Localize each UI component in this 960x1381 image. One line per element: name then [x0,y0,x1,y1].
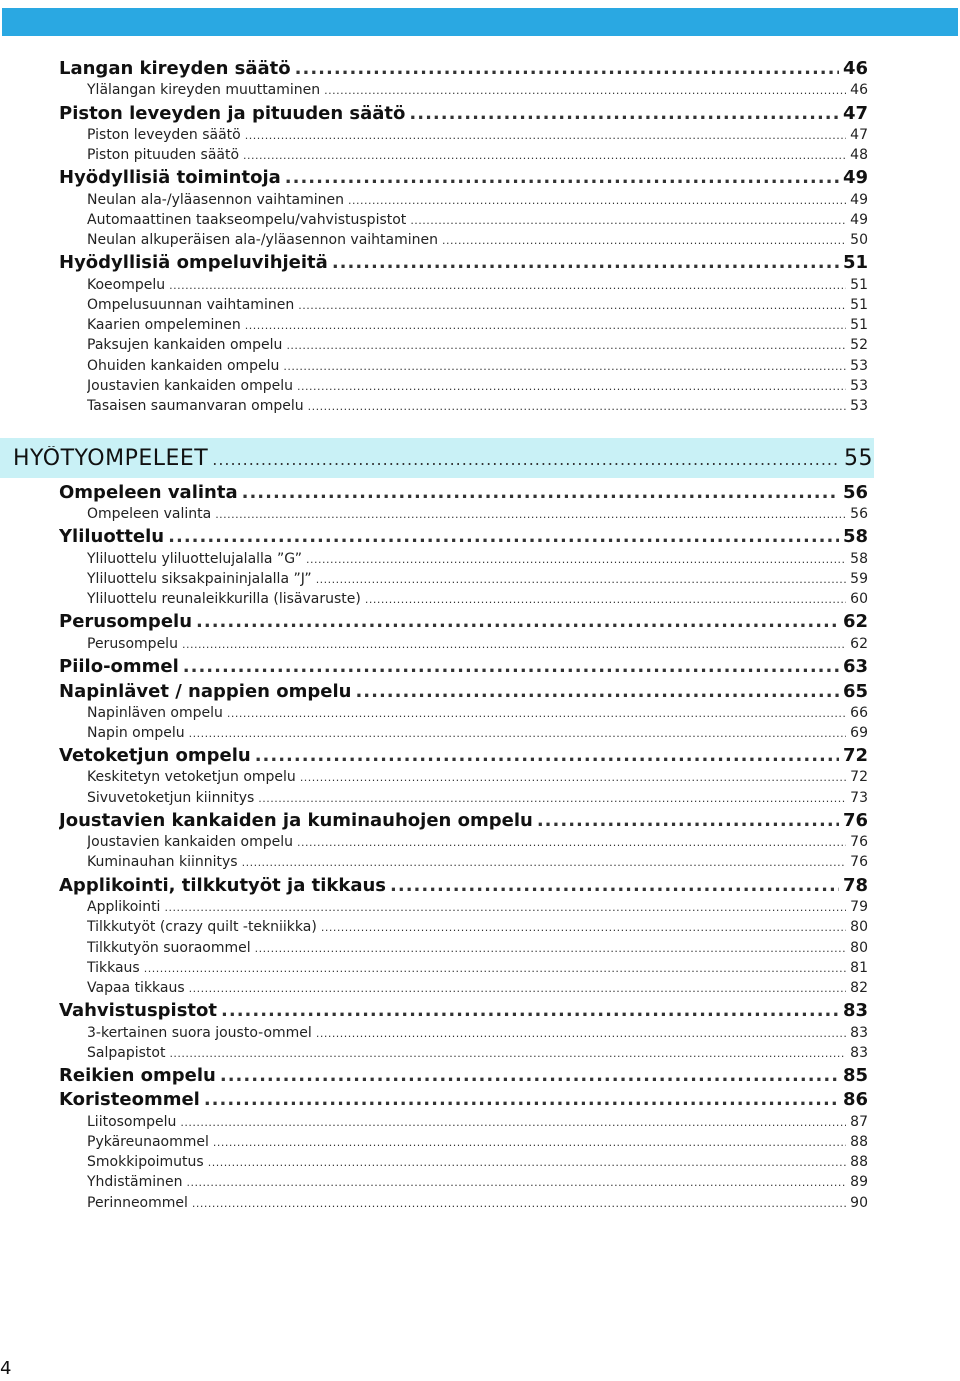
toc-entry-title: Automaattinen taakseompelu/vahvistuspistot [87,212,407,228]
toc-entry-title: Koeompelu [87,277,166,293]
toc-subsection-entry[interactable] [87,591,868,610]
toc-entry-page: 48 [850,147,868,163]
dot-leader [242,856,847,869]
dot-leader [297,836,846,849]
toc-entry-title: Vapaa tikkaus [87,980,185,996]
dot-leader [324,84,846,97]
toc-section-entry[interactable] [59,482,868,504]
toc-section-entry[interactable] [59,681,868,703]
toc-entry-title: Reikien ompelu [59,1065,216,1086]
toc-subsection-entry[interactable] [87,277,868,296]
toc-entry-page: 62 [850,636,868,652]
toc-subsection-entry[interactable] [87,1025,868,1044]
toc-entry-page: 85 [842,1065,868,1086]
toc-subsection-entry[interactable] [87,127,868,146]
toc-entry-title: Smokkipoimutus [87,1154,204,1170]
toc-entry-title: Tilkkutyöt (crazy quilt -tekniikka) [87,919,317,935]
toc-entry-title: Neulan ala-/yläasennon vaihtaminen [87,192,345,208]
toc-subsection-entry[interactable] [87,960,868,979]
toc-subsection-entry[interactable] [87,1174,868,1193]
toc-entry-page: 51 [842,252,868,273]
toc-entry-page: 56 [850,506,868,522]
toc-entry-page: 89 [850,1174,868,1190]
dot-leader [297,380,846,393]
dot-leader [186,1176,846,1189]
toc-entry-page: 81 [850,960,868,976]
toc-entry-title: Keskitetyn vetoketjun ompelu [87,769,296,785]
toc-entry-page: 66 [850,705,868,721]
toc-entry-title: Koristeommel [59,1089,200,1110]
dot-leader [365,593,846,606]
dot-leader [409,103,839,124]
dot-leader [183,656,839,677]
toc-subsection-entry[interactable] [87,212,868,231]
toc-entry-page: 51 [850,317,868,333]
toc-subsection-entry[interactable] [87,980,868,999]
toc-subsection-entry[interactable] [87,1045,868,1064]
toc-section-entry[interactable] [59,745,868,767]
dot-leader [212,450,840,469]
toc-entry-page: 80 [850,919,868,935]
dot-leader [355,681,838,702]
toc-subsection-entry[interactable] [87,551,868,570]
toc-subsection-entry[interactable] [87,571,868,590]
dot-leader [243,149,846,162]
dot-leader [321,921,846,934]
dot-leader [242,482,839,503]
toc-entry-page: 65 [842,681,868,702]
dot-leader [169,279,846,292]
toc-entry-page: 51 [850,277,868,293]
toc-entry-title: Ohuiden kankaiden ompelu [87,358,280,374]
dot-leader [189,982,847,995]
toc-entry-title: Joustavien kankaiden ompelu [87,378,293,394]
dot-leader [295,58,839,79]
toc-entry-title: Tasaisen saumanvaran ompelu [87,398,304,414]
toc-entry-page: 50 [850,232,868,248]
toc-entry-title: Piston leveyden säätö [87,127,241,143]
toc-entry-page: 86 [842,1089,868,1110]
toc-subsection-entry[interactable] [87,358,868,377]
toc-section-entry[interactable] [59,810,868,832]
toc-entry-title: Ylälangan kireyden muuttaminen [87,82,321,98]
toc-entry-title: Langan kireyden säätö [59,58,291,79]
dot-leader [213,1136,846,1149]
toc-entry-title: Piston leveyden ja pituuden säätö [59,103,406,124]
toc-subsection-entry[interactable] [87,192,868,211]
dot-leader [332,252,839,273]
toc-entry-title: Applikointi, tilkkutyöt ja tikkaus [59,875,387,896]
toc-entry-page: 87 [850,1114,868,1130]
dot-leader [169,1047,846,1060]
dot-leader [180,1116,846,1129]
toc-section-entry[interactable] [59,1000,868,1022]
page-number: 4 [0,1358,12,1379]
dot-leader [390,875,839,896]
toc-entry-page: 83 [842,1000,868,1021]
dot-leader [220,1065,839,1086]
toc-entry-page: 79 [850,899,868,915]
toc-subsection-entry[interactable] [87,317,868,336]
dot-leader [308,400,847,413]
toc-entry-title: Piston pituuden säätö [87,147,240,163]
toc-section-entry[interactable] [59,875,868,897]
toc-entry-page: 58 [850,551,868,567]
toc-subsection-entry[interactable] [87,232,868,251]
toc-subsection-entry[interactable] [87,705,868,724]
toc-entry-title: Ompeleen valinta [87,506,212,522]
toc-entry-title: Paksujen kankaiden ompelu [87,337,283,353]
toc-entry-page: 83 [850,1045,868,1061]
toc-entry-title: Yhdistäminen [87,1174,183,1190]
toc-entry-page: 58 [842,526,868,547]
dot-leader [316,573,846,586]
toc-subsection-entry[interactable] [87,1134,868,1153]
toc-subsection-entry[interactable] [87,834,868,853]
toc-entry-page: 88 [850,1154,868,1170]
dot-leader [286,339,846,352]
toc-entry-page: 46 [842,58,868,79]
dot-leader [204,1089,839,1110]
toc-section-entry[interactable] [59,167,868,189]
toc-section-entry[interactable] [59,252,868,274]
toc-entry-page: 59 [850,571,868,587]
toc-subsection-entry[interactable] [87,506,868,525]
toc-entry-title: Yliluottelu yliluottelujalalla ”G” [87,551,303,567]
toc-entry-page: 73 [850,790,868,806]
toc-entry-page: 88 [850,1134,868,1150]
toc-entry-title: Neulan alkuperäisen ala-/yläasennon vaihtaminen [87,232,438,248]
toc-subsection-entry[interactable] [87,398,868,417]
toc-entry-page: 80 [850,940,868,956]
dot-leader [348,194,846,207]
toc-entry-title: Perinneommel [87,1195,188,1211]
toc-subsection-entry[interactable] [87,899,868,918]
toc-entry-title: HYÖTYOMPELEET [13,446,209,471]
dot-leader [537,810,839,831]
toc-entry-title: Yliluottelu [59,526,165,547]
toc-entry-title: Piilo-ommel [59,656,179,677]
dot-leader [196,611,839,632]
dot-leader [227,707,846,720]
toc-entry-title: Tikkaus [87,960,140,976]
toc-section-entry[interactable] [59,611,868,633]
toc-subsection-entry[interactable] [87,769,868,788]
toc-entry-page: 76 [850,854,868,870]
dot-leader [208,1156,846,1169]
toc-section-entry[interactable] [59,656,868,678]
toc-entry-page: 56 [842,482,868,503]
toc-entry-page: 52 [850,337,868,353]
toc-entry-title: Kuminauhan kiinnitys [87,854,238,870]
toc-entry-page: 53 [850,378,868,394]
toc-subsection-entry[interactable] [87,940,868,959]
dot-leader [144,962,846,975]
toc-entry-title: Hyödyllisiä ompeluvihjeitä [59,252,328,273]
dot-leader [215,508,846,521]
toc-entry-title: Yliluottelu siksakpaininjalalla ”J” [87,571,312,587]
toc-entry-title: Napinläven ompelu [87,705,223,721]
toc-entry-title: Ompeleen valinta [59,482,238,503]
toc-entry-title: Yliluottelu reunaleikkurilla (lisävaruste) [87,591,361,607]
toc-entry-page: 51 [850,297,868,313]
toc-subsection-entry[interactable] [87,1195,868,1214]
toc-entry-title: Joustavien kankaiden ja kuminauhojen ompelu [59,810,533,831]
toc-subsection-entry[interactable] [87,1154,868,1173]
dot-leader [245,129,846,142]
toc-subsection-entry[interactable] [87,790,868,809]
toc-entry-title: Pykäreunaommel [87,1134,209,1150]
toc-entry-title: Kaarien ompeleminen [87,317,241,333]
toc-entry-title: Perusompelu [87,636,178,652]
toc-entry-page: 76 [842,810,868,831]
toc-entry-title: Tilkkutyön suoraommel [87,940,251,956]
dot-leader [192,1197,846,1210]
toc-subsection-entry[interactable] [87,337,868,356]
toc-section-entry[interactable] [59,58,868,80]
toc-subsection-entry[interactable] [87,1114,868,1133]
toc-entry-page: 82 [850,980,868,996]
toc-entry-title: Vahvistuspistot [59,1000,218,1021]
toc-subsection-entry[interactable] [87,636,868,655]
toc-entry-page: 62 [842,611,868,632]
dot-leader [442,234,846,247]
dot-leader [182,638,846,651]
toc-entry-page: 55 [844,446,873,471]
toc-section-entry[interactable] [59,526,868,548]
dot-leader [255,745,839,766]
toc-entry-page: 90 [850,1195,868,1211]
toc-entry-page: 60 [850,591,868,607]
toc-entry-title: 3-kertainen suora jousto-ommel [87,1025,312,1041]
toc-entry-title: Hyödyllisiä toimintoja [59,167,281,188]
toc-entry-page: 47 [842,103,868,124]
toc-entry-page: 72 [842,745,868,766]
toc-entry-title: Ompelusuunnan vaihtaminen [87,297,295,313]
toc-entry-title: Napinlävet / nappien ompelu [59,681,352,702]
dot-leader [410,214,846,227]
toc-entry-title: Napin ompelu [87,725,185,741]
toc-entry-page: 49 [842,167,868,188]
dot-leader [164,901,846,914]
toc-subsection-entry[interactable] [87,919,868,938]
toc-entry-title: Vetoketjun ompelu [59,745,251,766]
toc-entry-page: 76 [850,834,868,850]
toc-entry-page: 49 [850,212,868,228]
toc-subsection-entry[interactable] [87,854,868,873]
dot-leader [316,1027,846,1040]
dot-leader [245,319,846,332]
dot-leader [306,553,846,566]
dot-leader [298,299,846,312]
dot-leader [258,792,846,805]
toc-entry-title: Sivuvetoketjun kiinnitys [87,790,255,806]
toc-subsection-entry[interactable] [87,297,868,316]
toc-entry-page: 49 [850,192,868,208]
toc-section-entry[interactable] [59,1065,868,1087]
toc-entry-title: Liitosompelu [87,1114,177,1130]
dot-leader [300,771,846,784]
toc-entry-page: 69 [850,725,868,741]
toc-entry-title: Applikointi [87,899,161,915]
toc-entry-title: Salpapistot [87,1045,166,1061]
toc-entry-page: 53 [850,358,868,374]
toc-entry-page: 46 [850,82,868,98]
toc-subsection-entry[interactable] [87,725,868,744]
toc-entry-page: 72 [850,769,868,785]
dot-leader [255,942,847,955]
toc-entry-page: 78 [842,875,868,896]
dot-leader [283,360,846,373]
toc-entry-page: 47 [850,127,868,143]
dot-leader [285,167,839,188]
dot-leader [168,526,839,547]
dot-leader [221,1000,839,1021]
toc-entry-page: 53 [850,398,868,414]
toc-section-entry[interactable] [59,1089,868,1111]
toc-subsection-entry[interactable] [87,378,868,397]
toc-section-entry[interactable] [59,103,868,125]
toc-chapter-entry[interactable] [13,446,873,474]
toc-entry-page: 63 [842,656,868,677]
header-bar [2,8,958,36]
toc-subsection-entry[interactable] [87,82,868,101]
dot-leader [189,727,847,740]
toc-subsection-entry[interactable] [87,147,868,166]
toc-entry-title: Perusompelu [59,611,193,632]
toc-entry-page: 83 [850,1025,868,1041]
toc-entry-title: Joustavien kankaiden ompelu [87,834,293,850]
